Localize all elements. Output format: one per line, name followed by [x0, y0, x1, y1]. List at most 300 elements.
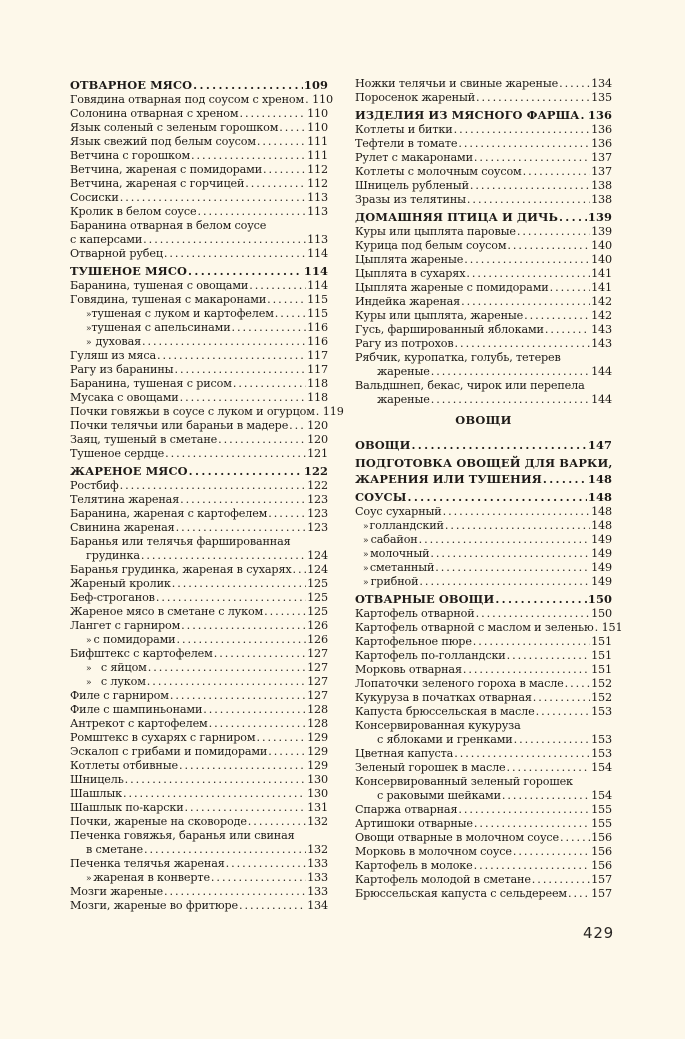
- toc-entry: [70, 447, 328, 461]
- toc-entry: [70, 163, 328, 177]
- toc-entry: [70, 321, 328, 335]
- toc-entry-title: жареные: [377, 365, 430, 378]
- dot-leader: [257, 135, 306, 149]
- ditto-mark: »: [86, 678, 92, 688]
- toc-entry-page: 139: [587, 210, 612, 224]
- toc-entry: [70, 787, 328, 801]
- toc-entry-page: 154: [591, 789, 612, 802]
- toc-entry-title: тушеная с апельсинами: [91, 321, 231, 334]
- toc-entry-title: Индейка жареная: [355, 295, 461, 308]
- dot-leader: [316, 405, 322, 419]
- toc-entry-title: Почки, жареные на сковороде: [70, 815, 247, 828]
- toc-entry-title: с помидорами: [93, 633, 176, 646]
- toc-heading: [355, 107, 612, 123]
- dot-leader: [172, 577, 306, 591]
- toc-entry-page: 118: [307, 391, 328, 404]
- dot-leader: [189, 463, 303, 479]
- toc-entry-page: 143: [591, 323, 612, 336]
- dot-leader: [191, 149, 306, 163]
- toc-entry-title: Цыплята в сухарях: [355, 267, 466, 280]
- toc-entry-page: 155: [591, 803, 612, 816]
- dot-leader: [514, 733, 590, 747]
- ditto-mark: »: [363, 536, 369, 546]
- toc-entry-page: 125: [307, 591, 328, 604]
- dot-leader: [142, 335, 306, 349]
- toc-entry-title: с каперсами: [70, 233, 143, 246]
- dot-leader: [536, 705, 590, 719]
- toc-entry-title: Беф-строганов: [70, 591, 155, 604]
- toc-entry-title: сабайон: [370, 533, 418, 546]
- dot-leader: [174, 363, 306, 377]
- toc-entry: [70, 177, 328, 191]
- toc-entry-title: с луком: [100, 675, 146, 688]
- toc-entry-title: Котлеты отбивные: [70, 759, 178, 772]
- dot-leader: [248, 815, 306, 829]
- toc-entry: [355, 351, 612, 365]
- toc-entry-title: Картофель молодой в сметане: [355, 873, 531, 886]
- toc-entry-page: 151: [591, 635, 612, 648]
- toc-heading: [355, 437, 612, 453]
- toc-entry-title: Гусь, фаршированный яблоками: [355, 323, 544, 336]
- toc-entry: [355, 719, 612, 733]
- toc-entry-page: 114: [307, 279, 328, 292]
- toc-entry: [70, 335, 328, 349]
- toc-entry: [355, 505, 612, 519]
- toc-entry-page: 137: [591, 151, 612, 164]
- toc-entry-title: Баранина отварная в белом соусе: [70, 219, 267, 232]
- toc-entry: [70, 717, 328, 731]
- dot-leader: [185, 801, 307, 815]
- toc-entry-page: 136: [587, 108, 612, 122]
- dot-leader: [157, 349, 306, 363]
- toc-entry: [70, 815, 328, 829]
- toc-entry-page: 148: [591, 505, 612, 518]
- dot-leader: [209, 717, 306, 731]
- toc-entry-page: 149: [591, 575, 612, 588]
- toc-entry-page: 125: [307, 605, 328, 618]
- toc-entry: [355, 533, 612, 547]
- ditto-mark: »: [363, 522, 369, 532]
- toc-entry-page: 117: [307, 349, 328, 362]
- toc-entry-page: 118: [307, 377, 328, 390]
- toc-entry-title: Гуляш из мяса: [70, 349, 156, 362]
- toc-entry-title: жареные: [377, 393, 430, 406]
- dot-leader: [203, 703, 306, 717]
- dot-leader: [543, 471, 587, 487]
- dot-leader: [507, 761, 591, 775]
- toc-entry-title: Цветная капуста: [355, 747, 454, 760]
- toc-entry-title: Почки говяжьи в соусе с луком и огурцом: [70, 405, 315, 418]
- toc-entry: [70, 507, 328, 521]
- toc-entry-page: 136: [591, 137, 612, 150]
- toc-entry-title: Сосиски: [70, 191, 119, 204]
- toc-entry: [355, 281, 612, 295]
- toc-entry: [355, 193, 612, 207]
- toc-entry-page: 148: [587, 472, 612, 486]
- toc-entry-title: молочный: [370, 547, 430, 560]
- toc-entry-page: 142: [591, 295, 612, 308]
- toc-entry-title: Печенка говяжья, баранья или свиная: [70, 829, 295, 842]
- dot-leader: [445, 519, 590, 533]
- toc-entry: [355, 803, 612, 817]
- dot-leader: [507, 649, 590, 663]
- toc-entry-title: Капуста брюссельская в масле: [355, 705, 535, 718]
- dot-leader: [559, 77, 590, 91]
- toc-entry-page: 137: [591, 165, 612, 178]
- toc-entry-page: 153: [591, 747, 612, 760]
- dot-leader: [435, 561, 590, 575]
- dot-leader: [197, 205, 306, 219]
- toc-entry: [355, 677, 612, 691]
- toc-entry-title: Баранина, жареная с картофелем: [70, 507, 268, 520]
- toc-entry: [70, 479, 328, 493]
- toc-entry: [355, 91, 612, 105]
- toc-entry: [70, 433, 328, 447]
- toc-entry-title: Овощи отварные в молочном соусе: [355, 831, 560, 844]
- toc-entry: [70, 205, 328, 219]
- toc-entry: [70, 307, 328, 321]
- dot-leader: [141, 549, 306, 563]
- toc-entry-page: 134: [591, 77, 612, 90]
- toc-right-column: [355, 77, 623, 901]
- dot-leader: [218, 433, 306, 447]
- toc-entry-title: Рагу из потрохов: [355, 337, 454, 350]
- toc-entry-page: 156: [591, 845, 612, 858]
- toc-entry-page: 138: [591, 179, 612, 192]
- toc-entry: [355, 705, 612, 719]
- dot-leader: [179, 759, 306, 773]
- toc-entry: [70, 857, 328, 871]
- toc-entry-page: 157: [591, 887, 612, 900]
- toc-heading: [355, 471, 612, 487]
- dot-leader: [443, 505, 591, 519]
- dot-leader: [164, 885, 306, 899]
- toc-entry-page: 129: [307, 731, 328, 744]
- dot-leader: [249, 279, 306, 293]
- toc-entry-title: Зразы из телятины: [355, 193, 466, 206]
- toc-entry: [70, 391, 328, 405]
- toc-entry-title: Лангет с гарниром: [70, 619, 181, 632]
- toc-entry-title: Картофель в молоке: [355, 859, 473, 872]
- toc-heading: [355, 209, 612, 225]
- toc-entry: [70, 233, 328, 247]
- toc-entry-title: Артишоки отварные: [355, 817, 473, 830]
- dot-leader: [256, 731, 306, 745]
- toc-entry-title: ЖАРЕНОЕ МЯСО: [70, 464, 188, 478]
- toc-entry-title: Бифштекс с картофелем: [70, 647, 213, 660]
- toc-entry-page: 123: [307, 493, 328, 506]
- toc-entry-page: 140: [591, 253, 612, 266]
- toc-entry-title: Почки телячьи или бараньи в мадере: [70, 419, 289, 432]
- toc-entry: [355, 691, 612, 705]
- dot-leader: [495, 591, 587, 607]
- toc-entry: [70, 731, 328, 745]
- toc-entry: [355, 873, 612, 887]
- dot-leader: [211, 871, 306, 885]
- toc-entry-title: Куры или цыплята паровые: [355, 225, 516, 238]
- toc-entry-title: СОУСЫ: [355, 490, 407, 504]
- ditto-mark: »: [86, 664, 92, 674]
- toc-entry: [355, 733, 612, 747]
- toc-entry-title: ПОДГОТОВКА ОВОЩЕЙ ДЛЯ ВАРКИ,: [355, 456, 613, 470]
- toc-entry-page: 155: [591, 817, 612, 830]
- toc-entry-page: 130: [307, 773, 328, 786]
- toc-entry: [70, 689, 328, 703]
- toc-entry-title: Цыплята жареные: [355, 253, 464, 266]
- toc-entry-title: Эскалоп с грибами и помидорами: [70, 745, 268, 758]
- toc-entry: [355, 561, 612, 575]
- toc-entry: [355, 663, 612, 677]
- dot-leader: [419, 575, 590, 589]
- dot-leader: [532, 873, 590, 887]
- toc-entry-page: 143: [591, 337, 612, 350]
- section-title: ОВОЩИ: [455, 413, 512, 427]
- page-number: 429: [583, 924, 615, 942]
- dot-leader: [470, 179, 590, 193]
- toc-entry-page: 136: [591, 123, 612, 136]
- toc-entry-title: Печенка телячья жареная: [70, 857, 225, 870]
- toc-heading: [70, 463, 328, 479]
- toc-entry: [70, 247, 328, 261]
- dot-leader: [467, 193, 590, 207]
- dot-leader: [464, 253, 590, 267]
- dot-leader: [193, 77, 303, 93]
- toc-entry-page: 140: [591, 239, 612, 252]
- toc-entry-page: 152: [591, 691, 612, 704]
- dot-leader: [170, 689, 306, 703]
- toc-entry: [70, 363, 328, 377]
- toc-entry-title: Кролик в белом соусе: [70, 205, 197, 218]
- toc-entry-page: 110: [307, 107, 328, 120]
- toc-entry-title: ОТВАРНЫЕ ОВОЩИ: [355, 592, 495, 606]
- dot-leader: [226, 857, 306, 871]
- toc-entry-page: 112: [307, 177, 328, 190]
- toc-entry: [355, 547, 612, 561]
- toc-entry-page: 125: [307, 577, 328, 590]
- toc-entry: [355, 607, 612, 621]
- toc-entry-title: Лопаточки зеленого гороха в масле: [355, 677, 564, 690]
- toc-entry-page: 113: [307, 233, 328, 246]
- toc-entry-title: Спаржа отварная: [355, 803, 458, 816]
- toc-entry-page: 154: [591, 761, 612, 774]
- dot-leader: [595, 621, 601, 635]
- toc-entry: [355, 831, 612, 845]
- toc-entry-page: 130: [307, 787, 328, 800]
- dot-leader: [560, 831, 590, 845]
- toc-entry-page: 113: [307, 191, 328, 204]
- dot-leader: [463, 663, 590, 677]
- toc-entry: [70, 563, 328, 577]
- toc-entry: [355, 309, 612, 323]
- toc-entry: [355, 747, 612, 761]
- toc-entry-title: Консервированная кукуруза: [355, 719, 521, 732]
- toc-entry-title: ИЗДЕЛИЯ ИЗ МЯСНОГО ФАРША: [355, 108, 580, 122]
- ditto-mark: »: [86, 874, 92, 884]
- toc-entry-page: 151: [591, 663, 612, 676]
- toc-entry-title: грибной: [370, 575, 419, 588]
- toc-entry-page: 132: [307, 843, 328, 856]
- toc-entry: [70, 107, 328, 121]
- dot-leader: [177, 633, 307, 647]
- dot-leader: [144, 843, 306, 857]
- dot-leader: [430, 547, 590, 561]
- toc-heading: [355, 489, 612, 505]
- toc-entry-page: 133: [307, 885, 328, 898]
- toc-entry: [70, 899, 328, 913]
- dot-leader: [474, 817, 590, 831]
- toc-entry-page: 119: [322, 405, 344, 418]
- toc-entry-page: 148: [587, 490, 612, 504]
- dot-leader: [466, 267, 590, 281]
- dot-leader: [267, 293, 306, 307]
- toc-entry-title: Солонина отварная с хреном: [70, 107, 239, 120]
- toc-entry: [70, 521, 328, 535]
- dot-leader: [279, 121, 306, 135]
- toc-entry-title: Шашлык по-карски: [70, 801, 184, 814]
- toc-entry-page: 153: [591, 733, 612, 746]
- toc-entry: [355, 253, 612, 267]
- toc-entry-title: Цыплята жареные с помидорами: [355, 281, 549, 294]
- toc-left-column: [70, 77, 344, 913]
- toc-entry: [70, 591, 328, 605]
- toc-entry-title: Вальдшнеп, бекас, чирок или перепела: [355, 379, 585, 392]
- dot-leader: [565, 677, 590, 691]
- toc-entry-title: Картофельное пюре: [355, 635, 472, 648]
- toc-entry: [355, 859, 612, 873]
- dot-leader: [180, 493, 306, 507]
- dot-leader: [474, 151, 590, 165]
- toc-entry-page: 112: [307, 163, 328, 176]
- toc-entry: [355, 621, 623, 635]
- toc-entry-page: 149: [591, 561, 612, 574]
- toc-entry: [70, 93, 333, 107]
- toc-entry: [355, 165, 612, 179]
- toc-entry-title: голландский: [369, 519, 444, 532]
- toc-entry-title: Филе с шампиньонами: [70, 703, 203, 716]
- toc-entry-title: Шницель рубленый: [355, 179, 469, 192]
- toc-entry-page: 110: [307, 121, 328, 134]
- ditto-mark: »: [363, 564, 369, 574]
- toc-entry-title: Ромштекс в сухарях с гарниром: [70, 731, 256, 744]
- toc-entry-title: ОВОЩИ: [355, 438, 411, 452]
- toc-entry-title: Куры или цыплята, жареные: [355, 309, 524, 322]
- toc-entry-title: ТУШЕНОЕ МЯСО: [70, 264, 188, 278]
- toc-entry-title: в сметане: [86, 843, 144, 856]
- toc-entry-page: 132: [307, 815, 328, 828]
- toc-entry-page: 144: [591, 393, 612, 406]
- toc-entry-title: Ветчина, жареная с горчицей: [70, 177, 245, 190]
- toc-entry-title: Говядина отварная под соусом с хреном: [70, 93, 305, 106]
- dot-leader: [454, 123, 591, 137]
- dot-leader: [232, 321, 307, 335]
- toc-entry: [70, 535, 328, 549]
- toc-entry-page: 120: [307, 433, 328, 446]
- toc-entry-title: тушеная с луком и картофелем: [91, 307, 274, 320]
- toc-entry-title: Картофель отварной: [355, 607, 475, 620]
- toc-entry-title: Брюссельская капуста с сельдереем: [355, 887, 567, 900]
- toc-entry-page: 126: [307, 633, 328, 646]
- toc-entry-page: 135: [591, 91, 612, 104]
- dot-leader: [147, 675, 306, 689]
- toc-entry: [355, 887, 612, 901]
- toc-entry-page: 122: [303, 464, 328, 478]
- toc-entry: [70, 577, 328, 591]
- toc-entry: [355, 179, 612, 193]
- toc-entry: [355, 123, 612, 137]
- toc-entry-page: 131: [307, 801, 328, 814]
- toc-heading: [355, 591, 612, 607]
- toc-entry-title: Кукуруза в початках отварная: [355, 691, 532, 704]
- dot-leader: [419, 533, 591, 547]
- dot-leader: [559, 209, 587, 225]
- ditto-mark: »: [86, 338, 92, 348]
- toc-entry: [355, 789, 612, 803]
- toc-entry-title: Морковь в молочном соусе: [355, 845, 512, 858]
- toc-entry-page: 113: [307, 205, 328, 218]
- toc-entry-title: с яйцом: [100, 661, 147, 674]
- toc-entry-page: 150: [591, 607, 612, 620]
- toc-entry-title: Язык свежий под белым соусом: [70, 135, 256, 148]
- toc-entry: [70, 191, 328, 205]
- toc-entry-title: Жареный кролик: [70, 577, 171, 590]
- dot-leader: [275, 307, 306, 321]
- dot-leader: [245, 177, 306, 191]
- toc-entry-page: 123: [307, 507, 328, 520]
- dot-leader: [125, 773, 306, 787]
- toc-entry-page: 116: [307, 321, 328, 334]
- toc-entry-title: Ветчина, жареная с помидорами: [70, 163, 263, 176]
- toc-entry-title: Мусака с овощами: [70, 391, 179, 404]
- toc-entry: [355, 635, 612, 649]
- toc-entry-title: Отварной рубец: [70, 247, 163, 260]
- toc-heading: [70, 77, 328, 93]
- toc-entry-page: 133: [307, 857, 328, 870]
- toc-entry: [70, 279, 328, 293]
- toc-entry: [70, 703, 328, 717]
- toc-entry-page: 127: [307, 647, 328, 660]
- toc-entry-title: Ростбиф: [70, 479, 119, 492]
- toc-entry-page: 133: [307, 871, 328, 884]
- toc-entry-title: духовая: [95, 335, 141, 348]
- toc-entry: [70, 773, 328, 787]
- dot-leader: [180, 391, 306, 405]
- toc-entry: [355, 77, 612, 91]
- toc-entry-title: Курица под белым соусом: [355, 239, 507, 252]
- toc-entry-title: сметанный: [369, 561, 435, 574]
- toc-entry: [70, 675, 328, 689]
- toc-entry: [355, 761, 612, 775]
- toc-entry-page: 139: [591, 225, 612, 238]
- dot-leader: [455, 337, 591, 351]
- toc-entry: [70, 871, 328, 885]
- dot-leader: [239, 107, 306, 121]
- toc-entry-page: 117: [307, 363, 328, 376]
- dot-leader: [431, 393, 590, 407]
- toc-entry: [70, 843, 328, 857]
- toc-entry: [70, 619, 328, 633]
- toc-entry-page: 134: [307, 899, 328, 912]
- toc-entry-page: 156: [591, 859, 612, 872]
- toc-entry-title: Телятина жареная: [70, 493, 180, 506]
- dot-leader: [476, 607, 591, 621]
- toc-entry: [70, 349, 328, 363]
- dot-leader: [476, 91, 590, 105]
- toc-entry: [355, 365, 612, 379]
- dot-leader: [458, 803, 590, 817]
- toc-entry-title: Филе с гарниром: [70, 689, 169, 702]
- toc-entry-title: жареная в конверте: [93, 871, 210, 884]
- toc-entry-title: Картофель отварной с маслом и зеленью: [355, 621, 594, 634]
